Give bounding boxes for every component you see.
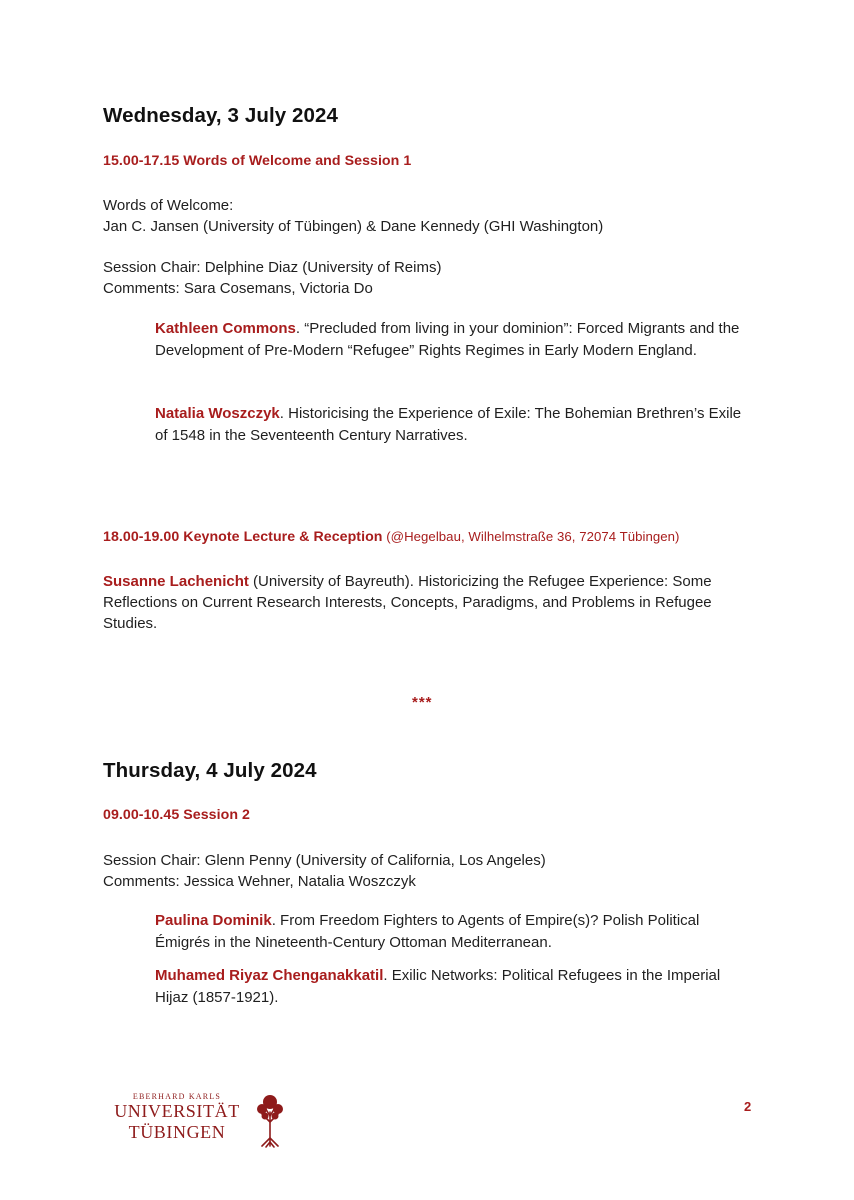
talk-commons: [155, 318, 755, 361]
talk-title: . “Precluded from living in your dominion”: Forced Migrants and the Development of Pre-Modern “Refugee” Rights Regimes in Early Modern England.: [155, 320, 740, 359]
logo-line-tuebingen: TÜBINGEN: [128, 1122, 226, 1142]
welcome-label: Words of Welcome:: [103, 197, 234, 214]
talk-chenganakkatil: [155, 965, 755, 1008]
speaker-name: Paulina Dominik: [155, 912, 272, 929]
section-separator: ***: [412, 694, 433, 711]
logo-line-eberhard-karls: EBERHARD KARLS: [132, 1092, 222, 1101]
welcome-block: [103, 196, 603, 237]
talk-title: . Exilic Networks: Political Refugees in the Imperial Hijaz (1857-1921).: [155, 967, 721, 1006]
tree-logo-icon: [256, 1092, 284, 1148]
session-2-chair-block: [103, 851, 546, 892]
day-heading-wednesday: Wednesday, 3 July 2024: [103, 104, 339, 127]
talk-title: . Historicising the Experience of Exile: The Bohemian Brethren’s Exile of 1548 in the Seventeenth Century Narratives.: [155, 405, 742, 444]
speaker-name: Muhamed Riyaz Chenganakkatil: [155, 967, 384, 984]
page-number: 2: [744, 1099, 752, 1114]
day-heading-thursday: Thursday, 4 July 2024: [103, 759, 317, 782]
session-1-chair: Session Chair: Delphine Diaz (University of Reims): [103, 259, 442, 276]
talk-dominik: [155, 910, 755, 953]
keynote-text: (University of Bayreuth). Historicizing the Refugee Experience: Some Reflections on Current Research Interests, Concepts, Paradigms, and Problems in Refugee Studies.: [103, 573, 712, 632]
keynote-heading-text: 18.00-19.00 Keynote Lecture & Reception: [103, 529, 383, 545]
university-logo: [100, 1092, 300, 1154]
talk-woszczyk: [155, 403, 755, 446]
keynote-location: (@Hegelbau, Wilhelmstraße 36, 72074 Tübingen): [382, 529, 680, 544]
logo-line-universitaet: UNIVERSITÄT: [114, 1101, 240, 1121]
speaker-name: Kathleen Commons: [155, 320, 296, 337]
welcome-speakers: Jan C. Jansen (University of Tübingen) & Dane Kennedy (GHI Washington): [103, 217, 604, 235]
session-1-comments: Comments: Sara Cosemans, Victoria Do: [103, 279, 373, 297]
speaker-name: Natalia Woszczyk: [155, 405, 280, 422]
keynote-description: [103, 571, 763, 634]
keynote-speaker: Susanne Lachenicht: [103, 573, 249, 590]
session-2-comments: Comments: Jessica Wehner, Natalia Woszczyk: [103, 872, 416, 890]
session-1-chair-block: [103, 258, 441, 299]
keynote-heading: [103, 529, 679, 545]
session-2-heading: 09.00-10.45 Session 2: [103, 807, 250, 823]
session-1-heading: 15.00-17.15 Words of Welcome and Session 1: [103, 153, 412, 169]
talk-title: . From Freedom Fighters to Agents of Empire(s)? Polish Political Émigrés in the Nineteenth-Century Ottoman Mediterranean.: [155, 912, 700, 951]
session-2-chair: Session Chair: Glenn Penny (University of California, Los Angeles): [103, 852, 546, 869]
